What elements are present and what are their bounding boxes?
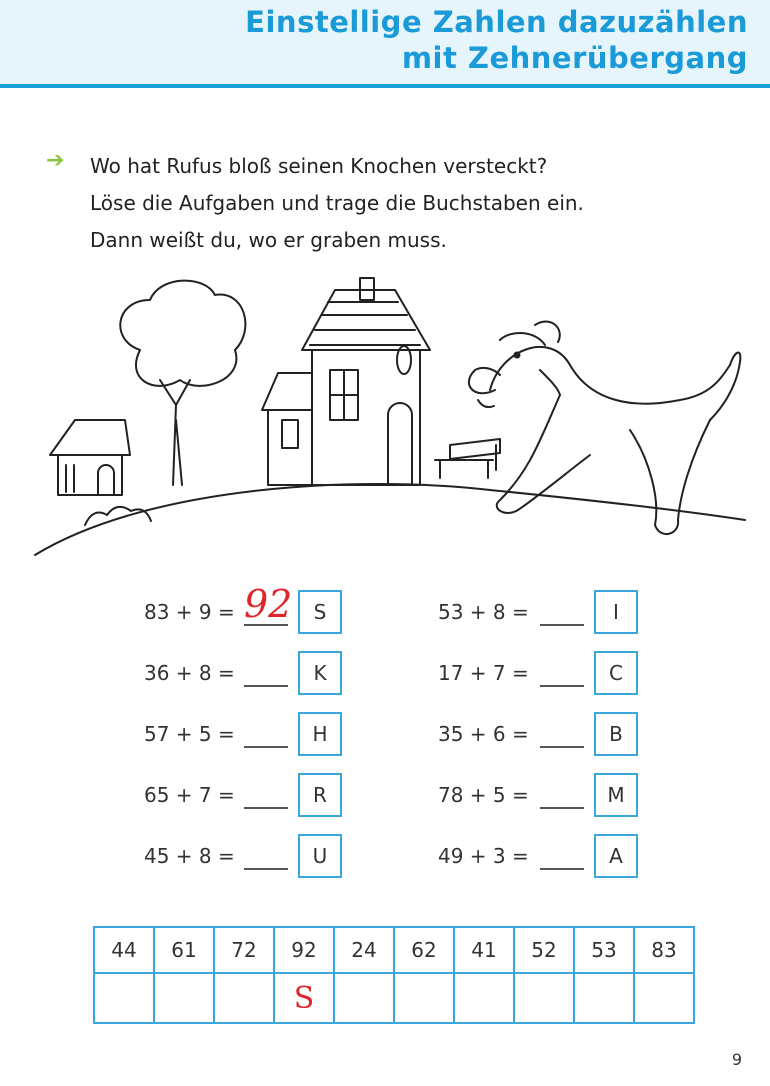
- letter-box: K: [298, 651, 342, 695]
- answer-blank[interactable]: [540, 868, 584, 870]
- solution-letters-row: [94, 973, 694, 1023]
- instruction-line: Wo hat Rufus bloß seinen Knochen versteckt?: [90, 154, 548, 178]
- grid-number: 61: [154, 927, 214, 973]
- grid-number: 53: [574, 927, 634, 973]
- letter-box: C: [594, 651, 638, 695]
- task-expression: 17 + 7 =: [438, 661, 529, 685]
- task-expression: 57 + 5 =: [144, 722, 235, 746]
- letter-box: S: [298, 590, 342, 634]
- answer-value: 92: [244, 582, 293, 626]
- task-expression: 65 + 7 =: [144, 783, 235, 807]
- task-expression: 78 + 5 =: [438, 783, 529, 807]
- bush-icon: [85, 507, 151, 525]
- letter-box: M: [594, 773, 638, 817]
- grid-letter-cell[interactable]: [334, 973, 394, 1023]
- task-row: [144, 582, 354, 636]
- letter-box: I: [594, 590, 638, 634]
- bench-icon: [435, 439, 500, 478]
- letter-box: A: [594, 834, 638, 878]
- grid-number: 52: [514, 927, 574, 973]
- page-title: [245, 4, 748, 76]
- grid-letter-cell[interactable]: [394, 973, 454, 1023]
- header-divider: [0, 84, 770, 88]
- task-expression: 35 + 6 =: [438, 722, 529, 746]
- letter-box: U: [298, 834, 342, 878]
- grid-letter-cell[interactable]: [154, 973, 214, 1023]
- grid-letter-cell[interactable]: [214, 973, 274, 1023]
- grid-letter-cell[interactable]: [454, 973, 514, 1023]
- doghouse-icon: [50, 420, 130, 495]
- tree-icon: [120, 281, 245, 485]
- ground-line: [35, 484, 745, 555]
- instruction-line: Dann weißt du, wo er graben muss.: [90, 228, 447, 252]
- task-row: [438, 590, 648, 636]
- house-icon: [262, 278, 430, 485]
- arrow-right-icon: ➔: [46, 148, 65, 173]
- task-expression: 53 + 8 =: [438, 600, 529, 624]
- answer-blank[interactable]: [540, 624, 584, 626]
- task-row: [438, 773, 648, 819]
- task-expression: 49 + 3 =: [438, 844, 529, 868]
- task-expression: 36 + 8 =: [144, 661, 235, 685]
- grid-letter-cell[interactable]: [574, 973, 634, 1023]
- solution-grid: [93, 926, 695, 1024]
- grid-number: 24: [334, 927, 394, 973]
- grid-letter-cell[interactable]: [94, 973, 154, 1023]
- grid-number: 44: [94, 927, 154, 973]
- answer-blank[interactable]: [244, 807, 288, 809]
- task-row: [144, 834, 354, 880]
- instruction-line: Löse die Aufgaben und trage die Buchstaben ein.: [90, 191, 584, 215]
- answer-blank[interactable]: [244, 685, 288, 687]
- task-expression: 45 + 8 =: [144, 844, 235, 868]
- answer-blank[interactable]: [244, 746, 288, 748]
- task-row: [438, 651, 648, 697]
- answer-blank[interactable]: [540, 685, 584, 687]
- task-expression: 83 + 9 =: [144, 600, 235, 624]
- task-row: [144, 712, 354, 758]
- task-row: [144, 651, 354, 697]
- letter-box: R: [298, 773, 342, 817]
- title-line-2: mit Zehnerübergang: [401, 41, 748, 75]
- task-row: [144, 773, 354, 819]
- title-line-1: Einstellige Zahlen dazuzählen: [245, 5, 748, 39]
- answer-blank[interactable]: [244, 868, 288, 870]
- grid-number: 83: [634, 927, 694, 973]
- answer-blank[interactable]: [540, 746, 584, 748]
- dog-house-illustration: [30, 270, 750, 560]
- grid-number: 62: [394, 927, 454, 973]
- task-row: [438, 712, 648, 758]
- answer-blank[interactable]: [540, 807, 584, 809]
- solution-numbers-row: [94, 927, 694, 973]
- grid-number: 72: [214, 927, 274, 973]
- task-row: [438, 834, 648, 880]
- grid-letter-cell[interactable]: [514, 973, 574, 1023]
- letter-box: H: [298, 712, 342, 756]
- page-number: 9: [731, 1050, 742, 1069]
- grid-letter-cell[interactable]: S: [274, 973, 334, 1023]
- grid-number: 92: [274, 927, 334, 973]
- grid-number: 41: [454, 927, 514, 973]
- grid-letter-cell[interactable]: [634, 973, 694, 1023]
- letter-box: B: [594, 712, 638, 756]
